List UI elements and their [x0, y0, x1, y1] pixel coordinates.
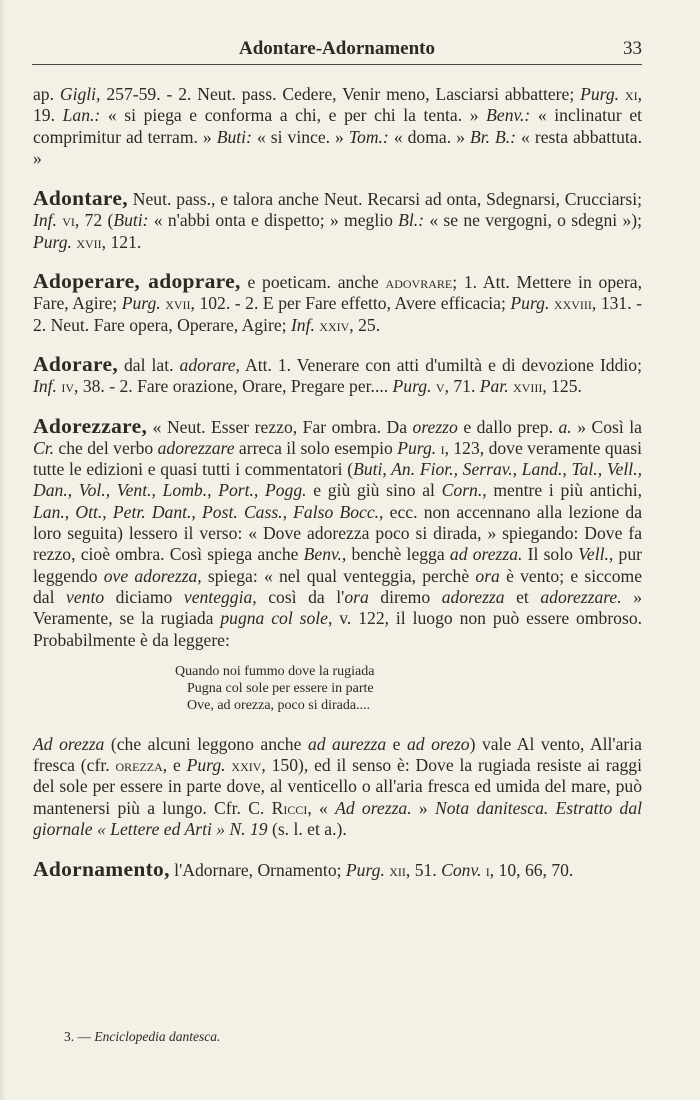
body-text: mentre i più antichi, — [486, 480, 642, 501]
small-caps-text: xi — [624, 84, 638, 104]
body-text: 257-59. - 2. Neut. pass. Cedere, Venir meno, Lasciarsi abbattere; — [100, 84, 581, 104]
italic-text: Inf. — [290, 314, 315, 335]
body-text: , 10, 66, 70. — [489, 860, 574, 881]
italic-text: adorezzare. — [540, 586, 622, 607]
body-text: e dallo prep. — [457, 416, 559, 437]
small-caps-text: adovrare — [385, 272, 453, 293]
italic-text: Purg. — [580, 84, 620, 104]
body-text: ) vale Al vento, All'aria fresca (cfr. — [33, 733, 642, 776]
body-text: « si vince. » — [251, 126, 349, 147]
italic-text: ove adorezza, — [103, 565, 202, 586]
dictionary-column — [33, 84, 642, 900]
body-text: « Neut. Esser rezzo, Far ombra. Da — [147, 416, 413, 437]
body-text: pur leggendo — [33, 544, 642, 586]
body-text: e poeticam. anche — [240, 272, 386, 293]
body-text: , 72 ( — [74, 210, 114, 231]
entry-continuation — [33, 84, 642, 169]
italic-text: Nota danitesca. Estratto dal giornale « Lettere ed Arti » N. 19 — [33, 797, 643, 840]
italic-text: Ad orezza. — [335, 797, 412, 818]
small-caps-text: xxviii — [553, 293, 592, 314]
italic-text: Purg. — [345, 860, 385, 881]
small-caps-text: xxiv — [319, 314, 350, 335]
italic-text: Tom.: — [348, 126, 389, 147]
body-text: è vento; e siccome dal — [33, 565, 643, 607]
small-caps-text: xxiv — [231, 755, 262, 776]
running-header — [32, 36, 642, 65]
italic-text: Inf. — [33, 376, 57, 397]
small-caps-text: Ricci — [271, 797, 308, 818]
italic-text: Par. — [479, 376, 509, 397]
body-text: e giù giù sino al — [306, 480, 442, 501]
body-text: e — [386, 733, 407, 754]
body-text: diciamo — [104, 586, 184, 607]
entry-headword: Adontare, — [33, 186, 128, 211]
body-text: , e — [162, 755, 187, 776]
running-title: Adontare-Adornamento — [239, 38, 435, 59]
dictionary-entry — [33, 413, 643, 651]
italic-text: Conv. — [441, 860, 482, 881]
italic-text: Purg. — [33, 231, 72, 252]
dictionary-entry — [33, 188, 642, 253]
italic-text: Buti: — [216, 126, 252, 147]
body-text: diremo — [368, 586, 442, 607]
italic-text: Purg. — [397, 437, 437, 458]
italic-text: Corn., — [441, 480, 487, 501]
entry-headword: Adorezzare, — [33, 413, 148, 438]
italic-text: Cr. — [33, 437, 55, 458]
small-caps-text: orezza — [115, 755, 163, 776]
body-text: ; 1. Att. Mettere in opera, Fare, Agire; — [33, 272, 642, 314]
italic-text: Bl.: — [398, 210, 425, 231]
italic-text: Buti, An. Fior., Serrav., Land., Tal., Vell., Dan., Vol., Vent., Lomb., Port., Pogg. — [33, 459, 642, 501]
italic-text: Benv., — [303, 544, 347, 565]
body-text: » Veramente, se la rugiada — [33, 586, 642, 629]
body-text: » — [411, 797, 435, 818]
verse-line: Quando noi fummo dove la rugiada — [175, 663, 375, 679]
footnote — [64, 1029, 220, 1045]
body-text: Neut. pass., e talora anche Neut. Recarsi ad onta, Sdegnarsi, Crucciarsi; — [127, 189, 642, 210]
entry-continuation — [33, 734, 642, 840]
small-caps-text: xviii — [513, 376, 543, 397]
italic-text: Benv.: — [486, 105, 531, 126]
italic-text: adorezzare — [157, 437, 235, 458]
body-text: « inclinatur et comprimitur ad terram. » — [33, 105, 643, 147]
body-text: , 25. — [349, 314, 381, 335]
body-text: arreca il solo esempio — [234, 437, 398, 458]
italic-text: Br. B.: — [469, 126, 517, 147]
body-text: , 150), ed il senso è: Dove la rugiada resiste ai raggi del sole per essere in parte dove, al venticello o all'aria fresca ed umida del mare, può mantenersi più a lungo. Cfr. C. — [33, 755, 642, 818]
italic-text: Gigli, — [59, 84, 101, 104]
dictionary-entry — [33, 351, 642, 398]
body-text: v. 122, il luogo non può essere ombroso. Probabilmente è da leggere: — [33, 608, 643, 650]
italic-text: Lan., Ott., Petr. Dant., Post. Cass., Falso Bocc., — [33, 501, 384, 522]
body-text: , 71. — [444, 376, 480, 397]
verse-line: Ove, ad orezza, poco si dirada.... — [187, 697, 371, 713]
page-edge — [0, 0, 6, 1100]
body-text: Att. 1. Venerare con atti d'umiltà e di devozione Iddio; — [239, 354, 642, 375]
small-caps-text: xvii — [165, 293, 191, 314]
body-text: Il solo — [522, 544, 579, 565]
small-caps-text: v — [435, 376, 445, 397]
italic-text: ora — [344, 586, 369, 607]
entry-headword: Adorare, — [33, 351, 118, 376]
body-text: , 19. — [33, 84, 642, 126]
footnote-number: 3. — — [64, 1029, 91, 1044]
dictionary-entry — [33, 859, 642, 881]
body-text: , 102. - 2. E per Fare effetto, Avere efficacia; — [190, 293, 511, 314]
body-text: « doma. » — [388, 126, 470, 147]
small-caps-text: vi — [62, 210, 75, 231]
small-caps-text: xvii — [76, 231, 102, 252]
body-text: , « — [307, 797, 336, 818]
italic-text: Purg. — [186, 755, 226, 776]
italic-text: pugna col sole, — [220, 608, 333, 629]
body-text: (s. l. et a.). — [267, 819, 347, 840]
verse-line: Pugna col sole per essere in parte — [187, 680, 374, 696]
body-text: « se ne vergogni, o sdegni »); — [424, 210, 642, 231]
italic-text: venteggia, — [183, 586, 257, 607]
italic-text: Lan.: — [62, 105, 101, 126]
body-text: , 131. - 2. Neut. Fare opera, Operare, Agire; — [33, 293, 643, 335]
italic-text: ad aurezza — [307, 733, 387, 754]
body-text: , 123, dove veramente quasi tutte le edizioni e quasi tutti i commentatori ( — [33, 437, 642, 480]
body-text: l'Adornare, Ornamento; — [169, 860, 346, 881]
small-caps-text: xii — [389, 860, 406, 881]
body-text: et — [504, 586, 541, 607]
small-caps-text: i — [485, 860, 490, 881]
body-text: ecc. non accennano alla lezione da loro seguita) lessero il verso: « Dove adorezza poco si dirada, » spiegando: Dove fa rezzo, cioè ombra. Così spiega anche — [33, 501, 643, 565]
small-caps-text: iv — [61, 376, 75, 397]
body-text: , 125. — [542, 376, 582, 397]
italic-text: ad orezza. — [449, 544, 523, 565]
body-text: ap. — [33, 84, 60, 104]
italic-text: ad orezo — [407, 733, 470, 754]
italic-text: Purg. — [121, 293, 161, 314]
italic-text: Buti: — [113, 210, 149, 231]
verse-quote — [175, 663, 642, 714]
italic-text: Inf. — [33, 210, 57, 231]
body-text: spiega: « nel qual venteggia, perchè — [201, 565, 476, 586]
footnote-title: Enciclopedia dantesca. — [94, 1029, 221, 1044]
italic-text: orezzo — [412, 416, 458, 437]
body-text: » Così la — [571, 416, 642, 437]
body-text: « si piega e conforma a chi, e per chi la tenta. » — [100, 105, 487, 126]
body-text: benchè legga — [346, 544, 450, 565]
italic-text: Vell., — [578, 544, 614, 565]
body-text: dal lat. — [118, 354, 180, 375]
dictionary-entry — [33, 271, 642, 336]
body-text: , 121. — [101, 231, 142, 252]
italic-text: a. — [558, 416, 572, 437]
italic-text: Ad orezza — [33, 733, 105, 754]
body-text: , 38. - 2. Fare orazione, Orare, Pregare per.... — [74, 376, 393, 397]
small-caps-text: i — [440, 437, 445, 458]
italic-text: Purg. — [510, 293, 550, 314]
body-text: « n'abbi onta e dispetto; » meglio — [148, 210, 399, 231]
body-text: « resta abbattuta. » — [33, 126, 642, 168]
italic-text: adorezza — [441, 586, 505, 607]
body-text: così da l' — [256, 586, 345, 607]
body-text: , 51. — [405, 860, 442, 881]
entry-headword: Adoperare, adoprare, — [33, 269, 241, 294]
italic-text: vento — [66, 586, 105, 607]
page-number: 33 — [623, 38, 642, 59]
italic-text: Purg. — [392, 376, 432, 397]
body-text: (che alcuni leggono anche — [104, 733, 308, 754]
italic-text: ora — [475, 565, 500, 586]
body-text: che del verbo — [54, 437, 158, 458]
entry-headword: Adornamento, — [33, 857, 170, 882]
italic-text: adorare, — [179, 354, 240, 375]
